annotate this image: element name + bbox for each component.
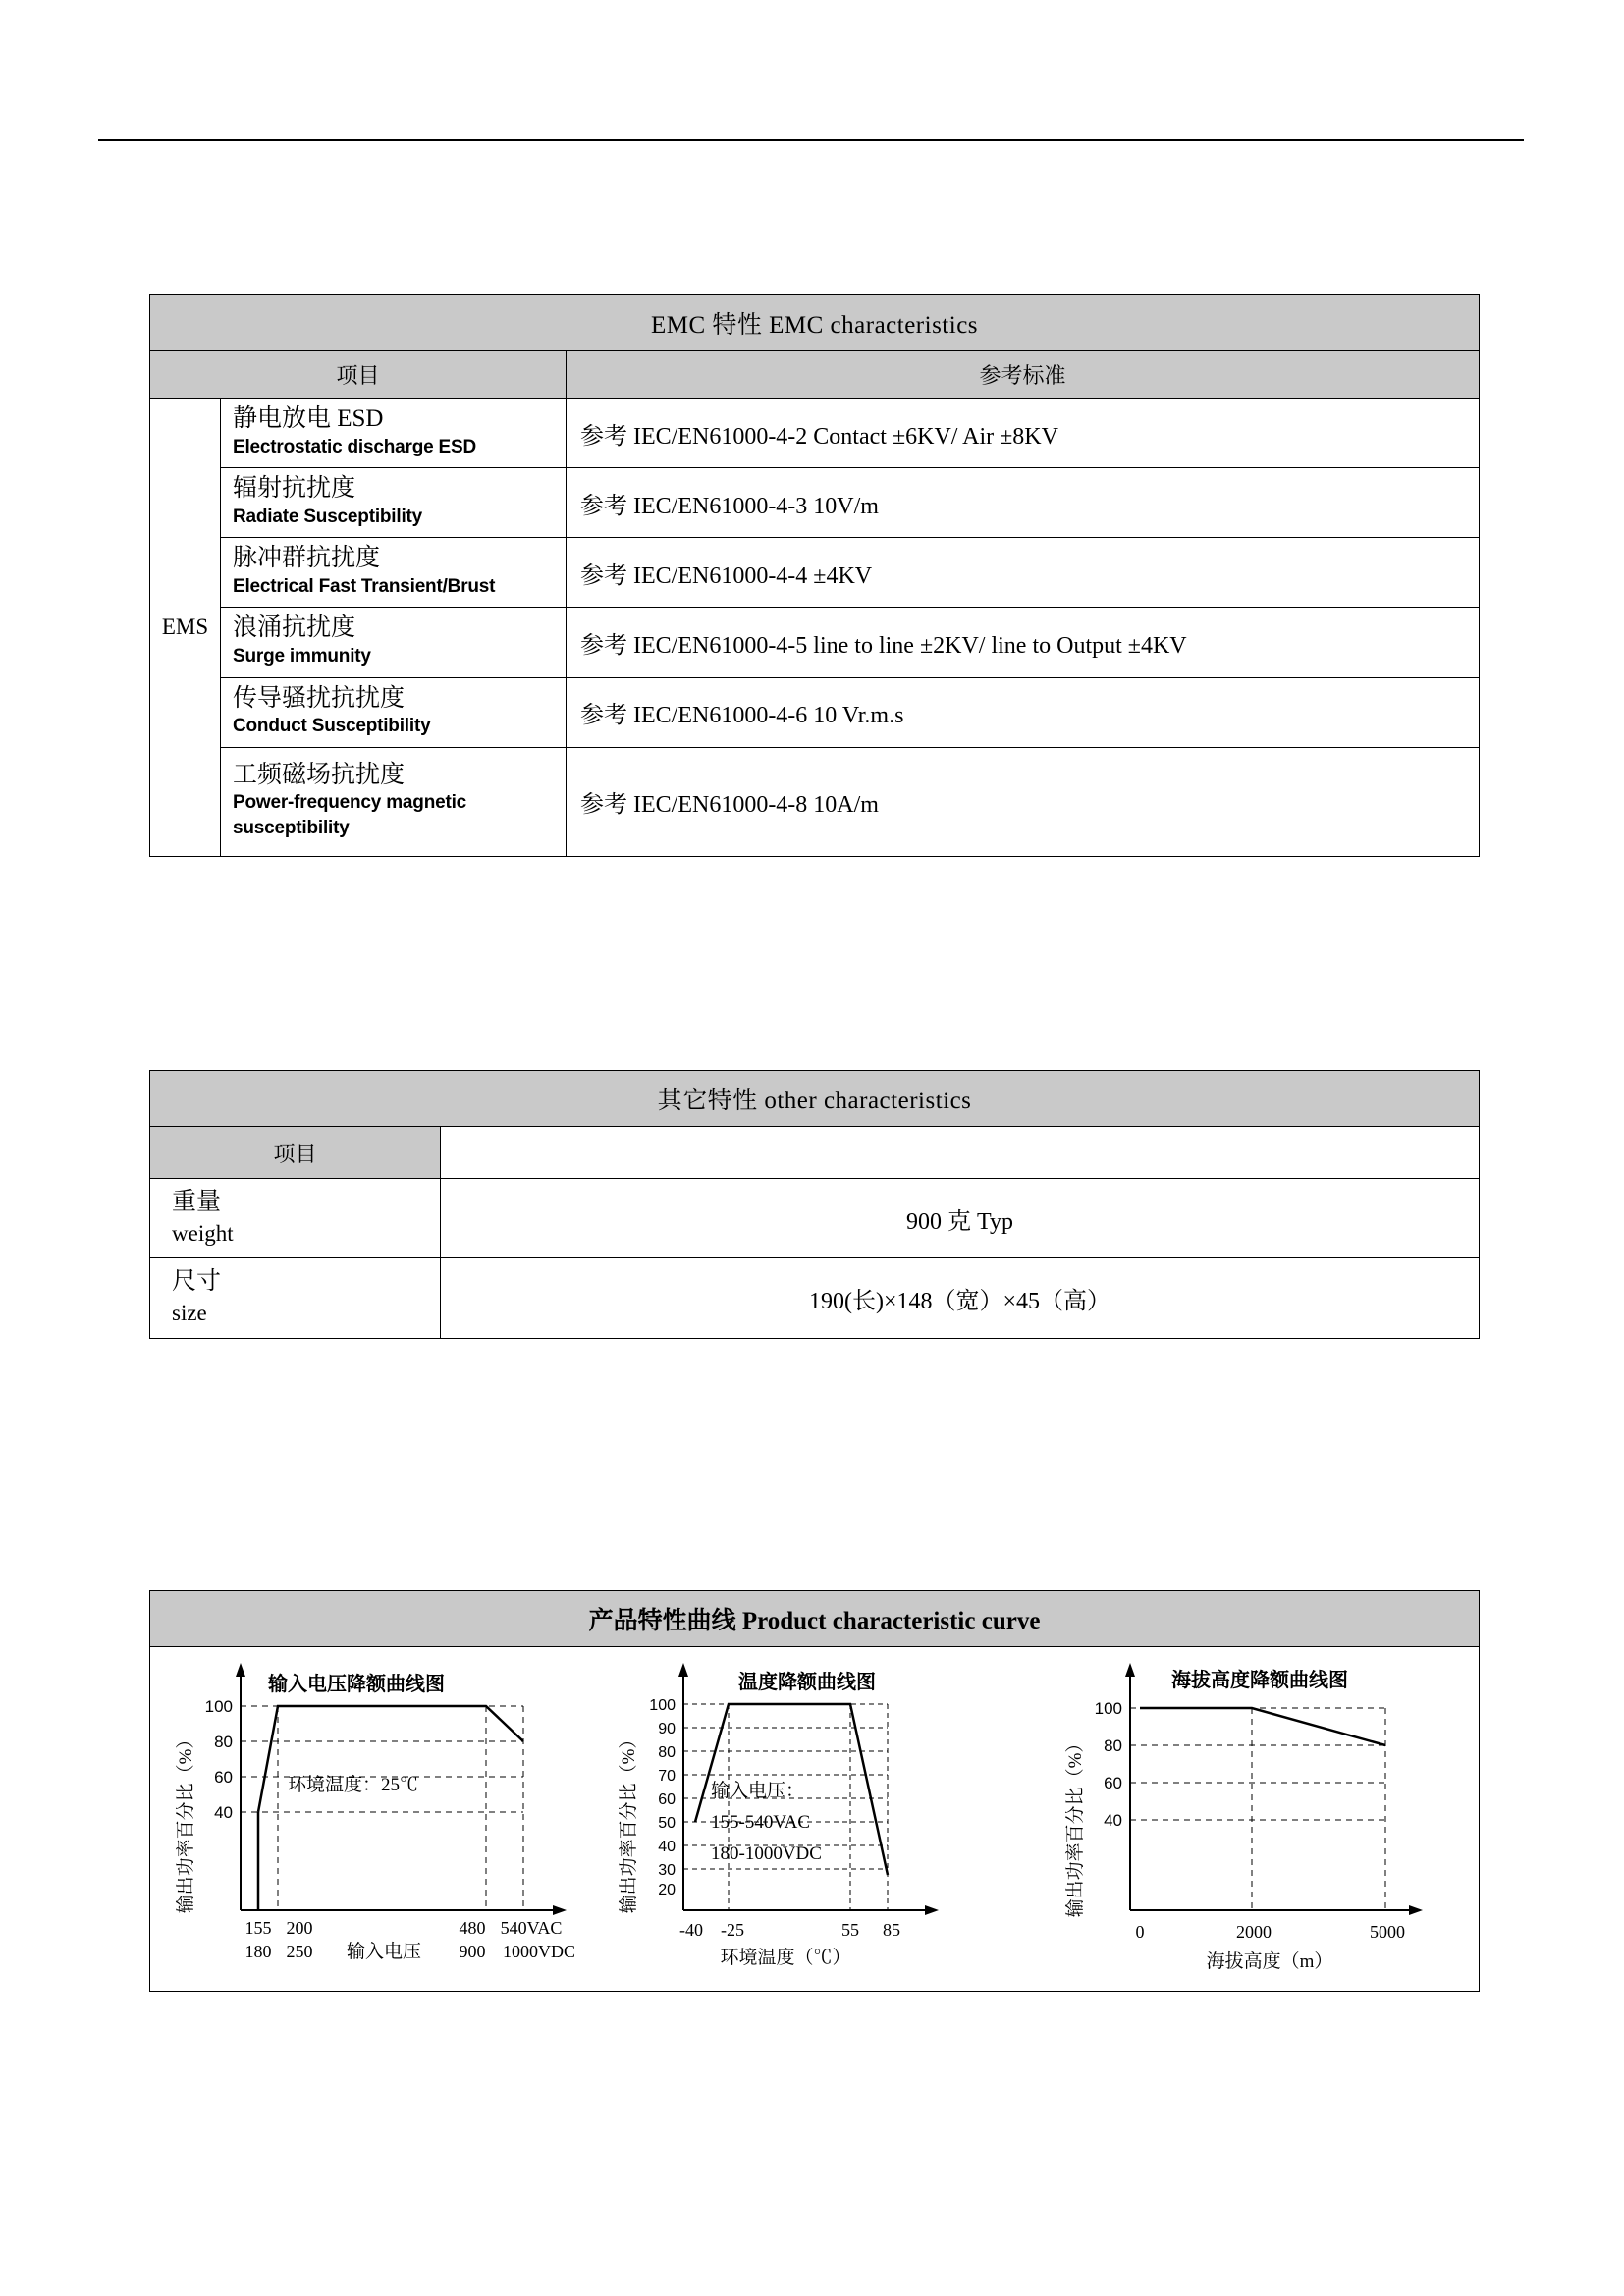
chart1-ylabel: 输出功率百分比（%）: [176, 1730, 196, 1914]
svg-text:-25: -25: [721, 1920, 744, 1940]
svg-text:85: 85: [883, 1920, 900, 1940]
chart1-note: 环境温度：25℃: [288, 1775, 419, 1795]
svg-text:900: 900: [459, 1942, 486, 1961]
other-item-size: [150, 1258, 441, 1338]
emc-standard-esd: 参考 IEC/EN61000-4-2 Contact ±6KV/ Air ±8KV: [567, 399, 1480, 468]
table-row: [150, 468, 1480, 538]
chart2-xlabel: 环境温度（℃）: [720, 1948, 851, 1968]
svg-text:80: 80: [1104, 1736, 1122, 1755]
chart2-note-2: 155-540VAC: [711, 1812, 810, 1833]
svg-text:-40: -40: [679, 1920, 703, 1940]
other-item-weight: [150, 1179, 441, 1258]
emc-characteristics-table: [149, 294, 1480, 857]
svg-text:100: 100: [649, 1697, 676, 1714]
other-table-title: 其它特性 other characteristics: [150, 1071, 1480, 1127]
emc-item-label-cn: 浪涌抗扰度: [233, 614, 356, 642]
svg-text:2000: 2000: [1236, 1922, 1272, 1942]
table-row: [150, 1127, 1480, 1179]
other-col-header-item: 项目: [150, 1127, 441, 1179]
svg-text:70: 70: [658, 1768, 676, 1785]
table-row: [150, 608, 1480, 677]
chart-altitude-derating: [1036, 1647, 1479, 1991]
svg-text:155: 155: [244, 1918, 272, 1938]
svg-text:40: 40: [658, 1839, 676, 1855]
emc-standard-conduct: 参考 IEC/EN61000-4-6 10 Vr.m.s: [567, 677, 1480, 747]
emc-item-label-en: Electrostatic discharge ESD: [233, 436, 477, 457]
table-row: [150, 399, 1480, 468]
svg-text:480: 480: [459, 1918, 486, 1938]
emc-item-surge: [221, 608, 567, 677]
svg-text:30: 30: [658, 1862, 676, 1879]
chart2-note-3: 180-1000VDC: [711, 1843, 822, 1864]
chart2-ylabel: 输出功率百分比（%）: [619, 1730, 639, 1914]
emc-col-header-item: 项目: [150, 351, 567, 399]
svg-text:40: 40: [214, 1803, 233, 1822]
other-item-label-en: size: [172, 1300, 207, 1325]
emc-item-label-en: Electrical Fast Transient/Brust: [233, 575, 496, 597]
emc-item-radiate: [221, 468, 567, 538]
svg-text:40: 40: [1104, 1811, 1122, 1830]
svg-text:5000: 5000: [1370, 1922, 1405, 1942]
table-row: [150, 747, 1480, 856]
product-curves-panel: [149, 1590, 1480, 1992]
table-row: [150, 1179, 1480, 1258]
svg-text:60: 60: [658, 1791, 676, 1808]
chart2-title: 温度降额曲线图: [738, 1672, 876, 1693]
emc-item-label-en: Conduct Susceptibility: [233, 716, 431, 737]
svg-text:20: 20: [658, 1882, 676, 1898]
table-row: [150, 677, 1480, 747]
header-rule: [98, 139, 1524, 141]
svg-text:80: 80: [214, 1733, 233, 1751]
emc-standard-radiate: 参考 IEC/EN61000-4-3 10V/m: [567, 468, 1480, 538]
svg-text:1000VDC: 1000VDC: [502, 1942, 576, 1961]
emc-group-ems: EMS: [150, 399, 221, 857]
emc-item-label-en: Surge immunity: [233, 645, 371, 667]
emc-item-label-cn: 静电放电 ESD: [233, 405, 384, 432]
chart1-title: 输入电压降额曲线图: [268, 1674, 445, 1695]
emc-table-title: EMC 特性 EMC characteristics: [150, 295, 1480, 351]
emc-standard-eft: 参考 IEC/EN61000-4-4 ±4KV: [567, 538, 1480, 608]
chart3-ylabel: 输出功率百分比（%）: [1065, 1734, 1086, 1918]
other-value-weight: 900 克 Typ: [441, 1179, 1480, 1258]
svg-text:0: 0: [1135, 1922, 1145, 1942]
svg-text:50: 50: [658, 1815, 676, 1832]
svg-text:200: 200: [286, 1918, 313, 1938]
other-item-label-cn: 重量: [172, 1189, 222, 1215]
emc-item-eft: [221, 538, 567, 608]
emc-item-label-en: Radiate Susceptibility: [233, 506, 423, 527]
emc-item-label-cn: 传导骚扰抗扰度: [233, 684, 406, 712]
svg-text:540VAC: 540VAC: [500, 1918, 563, 1938]
emc-standard-power-frequency: 参考 IEC/EN61000-4-8 10A/m: [567, 747, 1480, 856]
other-col-header-blank: [441, 1127, 1480, 1179]
other-characteristics-table: [149, 1070, 1480, 1339]
emc-item-label-cn: 脉冲群抗扰度: [233, 545, 381, 572]
chart1-xlabel: 输入电压: [346, 1942, 422, 1962]
other-item-label-en: weight: [172, 1220, 234, 1246]
chart3-xlabel: 海拔高度（m）: [1206, 1951, 1333, 1972]
svg-text:100: 100: [1094, 1699, 1122, 1718]
emc-item-conduct: [221, 677, 567, 747]
table-row: [150, 1071, 1480, 1127]
emc-item-label-en: Power-frequency magnetic susceptibility: [233, 792, 467, 838]
svg-text:90: 90: [658, 1721, 676, 1737]
svg-text:180: 180: [244, 1942, 272, 1961]
chart-temperature-derating: [593, 1647, 1036, 1991]
curves-panel-title: 产品特性曲线 Product characteristic curve: [149, 1590, 1480, 1646]
emc-col-header-standard: 参考标准: [567, 351, 1480, 399]
emc-standard-surge: 参考 IEC/EN61000-4-5 line to line ±2KV/ line to Output ±4KV: [567, 608, 1480, 677]
chart-input-voltage-derating: [150, 1647, 593, 1991]
table-row: [150, 538, 1480, 608]
emc-item-label-cn: 辐射抗扰度: [233, 475, 356, 503]
table-row: [150, 1258, 1480, 1338]
curves-panel-body: [149, 1646, 1480, 1992]
svg-text:55: 55: [841, 1920, 859, 1940]
table-row: [150, 295, 1480, 351]
svg-text:80: 80: [658, 1744, 676, 1761]
svg-text:60: 60: [214, 1768, 233, 1787]
other-value-size: 190(长)×148（宽）×45（高）: [441, 1258, 1480, 1338]
table-row: [150, 351, 1480, 399]
svg-text:100: 100: [204, 1697, 233, 1716]
emc-item-esd: [221, 399, 567, 468]
emc-item-power-frequency: [221, 747, 567, 856]
svg-text:60: 60: [1104, 1774, 1122, 1792]
svg-text:250: 250: [286, 1942, 313, 1961]
other-item-label-cn: 尺寸: [172, 1268, 222, 1296]
chart3-title: 海拔高度降额曲线图: [1171, 1670, 1348, 1691]
chart2-note-1: 输入电压：: [711, 1781, 805, 1801]
emc-item-label-cn: 工频磁场抗扰度: [233, 761, 406, 788]
